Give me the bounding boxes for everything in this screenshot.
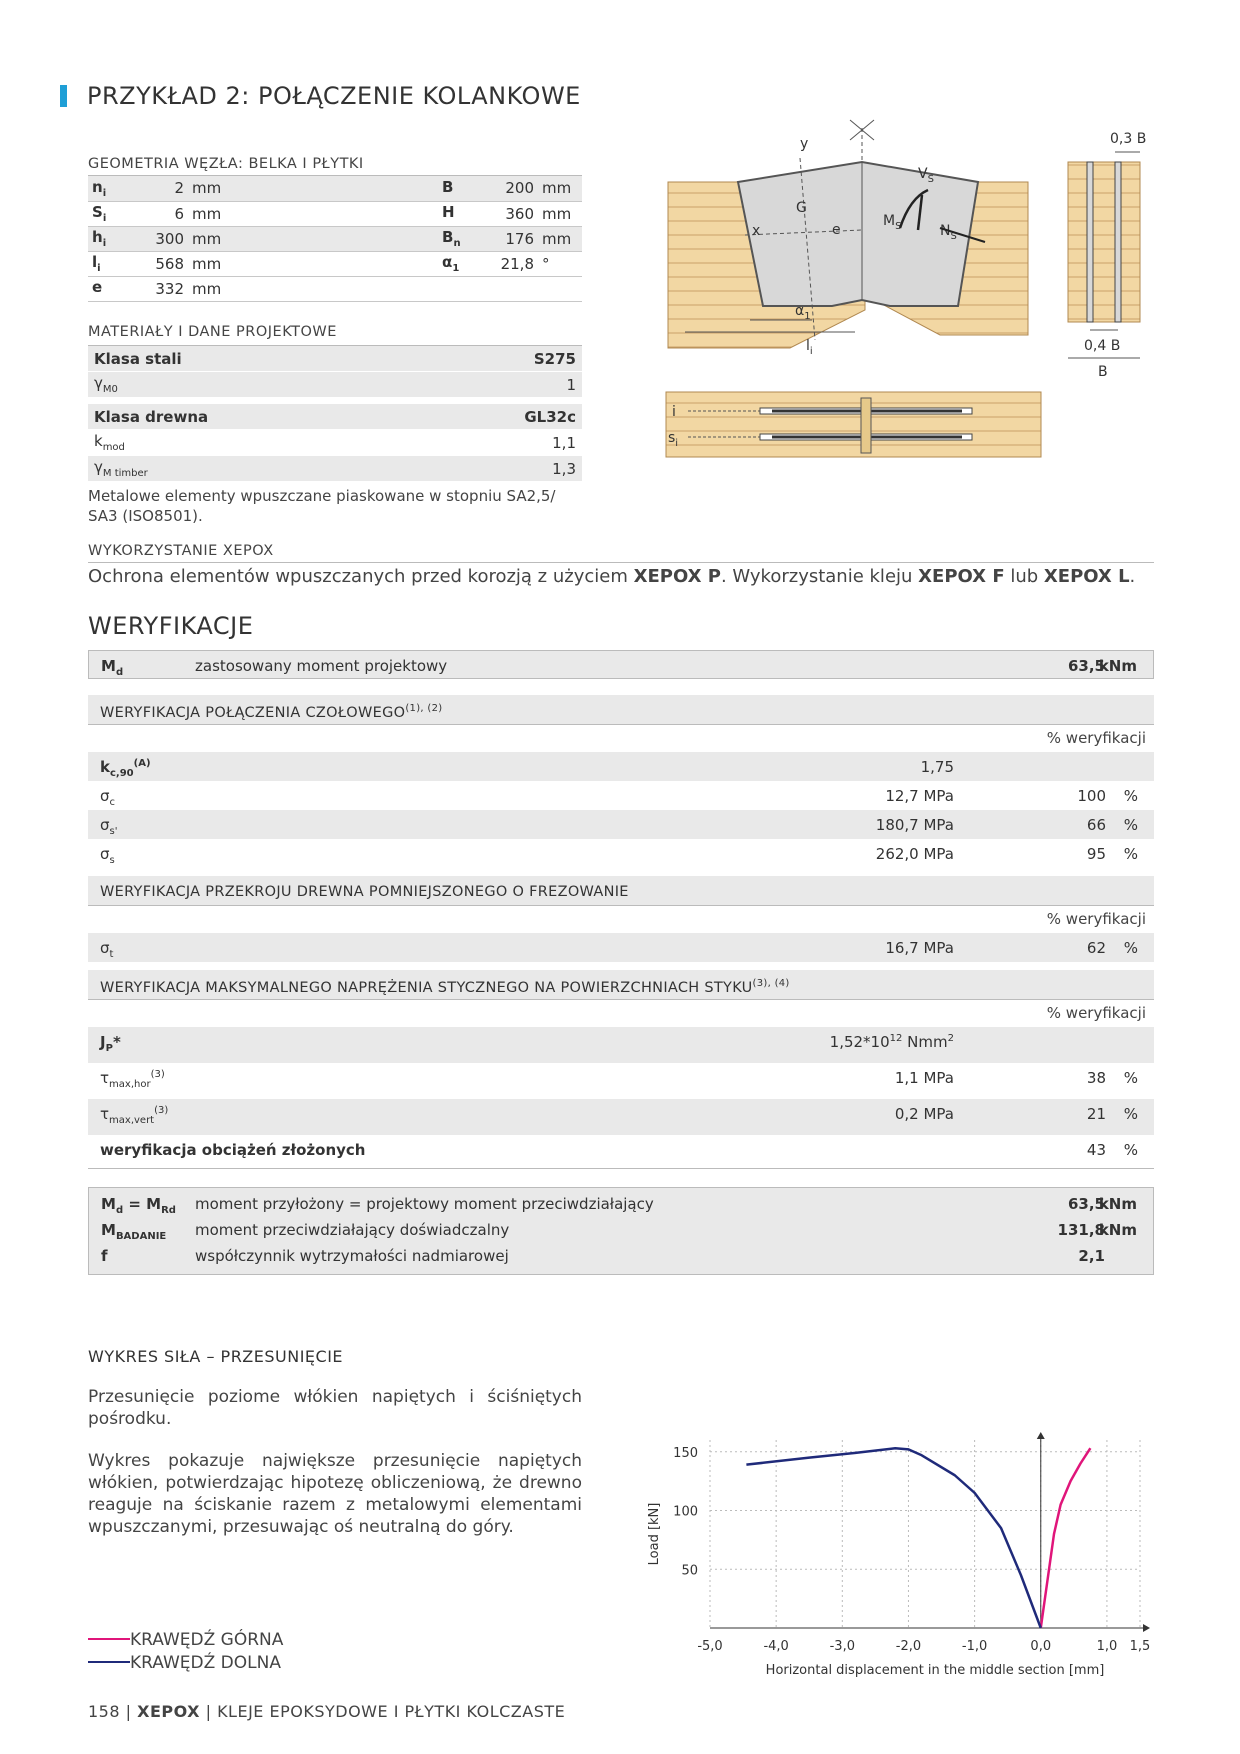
geom-right-value <box>488 276 538 301</box>
y-tick-label: 150 <box>673 1445 698 1461</box>
diag-G-label: G <box>796 200 807 216</box>
geom-right-unit: mm <box>538 176 582 201</box>
x-tick-label: -5,0 <box>697 1639 723 1654</box>
geometry-row <box>88 176 582 201</box>
kmod-label: $k_{mod}$ <box>88 430 416 456</box>
x-axis-arrow <box>1143 1624 1150 1632</box>
diag-vs-label: $V_S$ <box>918 166 934 185</box>
geom-right-unit: ° <box>538 251 582 276</box>
geometry-row <box>88 226 582 251</box>
x-axis-label: Horizontal displacement in the middle section [mm] <box>765 1663 1105 1678</box>
geom-left-unit: mm <box>188 251 438 276</box>
geometry-heading: GEOMETRIA WĘZŁA: BELKA I PŁYTKI <box>88 156 364 172</box>
materials-table <box>88 345 582 482</box>
geom-left-value: 568 <box>138 251 188 276</box>
geom-right-label: B <box>438 176 488 201</box>
geom-left-value: 332 <box>138 276 188 301</box>
diag-li-label: $l_i$ <box>806 338 813 357</box>
steel-class-label: Klasa stali <box>88 346 416 372</box>
verification-heading: WERYFIKACJE <box>88 612 254 640</box>
diag-B-label: B <box>1098 364 1108 380</box>
timber-class-value: GL32c <box>416 404 582 430</box>
diag-03B-label: 0,3 B <box>1110 131 1147 147</box>
geom-left-value: 2 <box>138 176 188 201</box>
diag-y-label: y <box>800 136 809 152</box>
geom-right-value: 21,8 <box>488 251 538 276</box>
geom-left-unit: mm <box>188 276 438 301</box>
sigma-s-row: $\sigma_s$ 262,0 MPa 95 % <box>100 845 1138 866</box>
combined-load-row: weryfikacja obciążeń złożonych 43 % <box>88 1135 1154 1169</box>
gamma-m0-label: $\gamma_{M0}$ <box>88 372 416 398</box>
geom-right-value: 200 <box>488 176 538 201</box>
section-shear-stress-header: WERYFIKACJA MAKSYMALNEGO NAPRĘŻENIA STYCZNEGO NA POWIERZCHNIACH $STYKU^{(3), (4)}$ <box>88 970 1154 999</box>
pct-label-1: % weryfikacji <box>88 724 1154 752</box>
geom-left-label: $S_i$ <box>88 201 138 226</box>
geom-right-value: 176 <box>488 226 538 251</box>
geometry-row <box>88 276 582 301</box>
geom-right-label: $\alpha_1$ <box>438 251 488 276</box>
series-line-top-edge <box>1041 1448 1091 1628</box>
tau-vert-row: $\tau_{max,vert}^{(3)}$ 0,2 MPa 21 % <box>88 1099 1154 1135</box>
geom-right-label <box>438 276 488 301</box>
diag-04B-label: 0,4 B <box>1084 338 1121 354</box>
y-axis-arrow <box>1037 1432 1045 1439</box>
geom-left-unit: mm <box>188 176 438 201</box>
section-butt-joint-header: WERYFIKACJA POŁĄCZENIA $CZOŁOWEGO^{(1), (2)}$ <box>88 695 1154 724</box>
sigma-c-row: $\sigma_c$ 12,7 MPa 100 % <box>100 787 1138 808</box>
gamma-timber-value: 1,3 <box>416 456 582 482</box>
joint-diagram <box>600 110 1160 470</box>
graph-paragraph-1: Przesunięcie poziome włókien napiętych i ściśniętych pośrodku. <box>88 1387 582 1429</box>
geom-right-unit: mm <box>538 226 582 251</box>
geom-left-value: 300 <box>138 226 188 251</box>
y-tick-label: 100 <box>673 1504 698 1520</box>
tau-hor-row: $\tau_{max,hor}^{(3)}$ 1,1 MPa 38 % <box>100 1069 1138 1090</box>
geom-right-label: $B_n$ <box>438 226 488 251</box>
diag-ms-label: $M_S$ <box>883 213 902 232</box>
geometry-table <box>88 176 582 302</box>
legend-top: KRAWĘDŹ GÓRNA <box>88 1630 283 1650</box>
kc90-row: $k_{c,90}^{(A)}$ 1,75 <box>88 752 1154 781</box>
x-tick-label: -4,0 <box>763 1639 789 1654</box>
x-tick-label: 0,0 <box>1030 1639 1052 1654</box>
geom-right-label: H <box>438 201 488 226</box>
page-title: PRZYKŁAD 2: POŁĄCZENIE KOLANKOWE <box>60 82 581 110</box>
geom-left-label: $h_i$ <box>88 226 138 251</box>
geom-left-label: $l_i$ <box>88 251 138 276</box>
geom-left-label: e <box>88 276 138 301</box>
x-tick-label: -2,0 <box>895 1639 922 1654</box>
sigma-s-prime-row: $\sigma_{s'}$ 180,7 MPa 66 % <box>88 810 1154 839</box>
md-row: $M_d$ zastosowany moment projektowy 63,5 kNm <box>88 650 1154 679</box>
section-timber-reduced-header: WERYFIKACJA PRZEKROJU DREWNA POMNIEJSZONEGO O FREZOWANIE <box>88 876 1154 905</box>
diag-e-label: e <box>832 222 841 238</box>
geom-right-value: 360 <box>488 201 538 226</box>
title-accent-bar <box>60 85 67 107</box>
xepox-usage-text: Ochrona elementów wpuszczanych przed korozją z użyciem XEPOX P. Wykorzystanie kleju XEPOX F lub XEPOX L. <box>88 566 1136 587</box>
diag-ns-label: $N_S$ <box>940 223 957 242</box>
geom-right-unit: mm <box>538 201 582 226</box>
materials-note: Metalowe elementy wpuszczane piaskowane w stopniu SA2,5/ SA3 (ISO8501). <box>88 487 556 525</box>
materials-heading: MATERIAŁY I DANE PROJEKTOWE <box>88 324 337 340</box>
diag-i-label: i <box>672 404 676 420</box>
geometry-row <box>88 251 582 276</box>
y-axis-label: Load [kN] <box>647 1502 662 1566</box>
graph-paragraph-2: Wykres pokazuje największe przesunięcie napiętych włókien, potwierdzając hipotezę obliczeniową, że drewno reaguje na ściskanie razem z metalowymi elementami wpuszczanymi, przesuwając oś neutralną do góry. <box>88 1451 582 1537</box>
x-tick-label: -1,0 <box>961 1639 988 1654</box>
geometry-row <box>88 201 582 226</box>
xepox-heading: WYKORZYSTANIE XEPOX <box>88 543 274 559</box>
series-line-bottom-edge <box>746 1448 1040 1628</box>
diag-x-label: x <box>752 223 761 239</box>
x-tick-label: 1,5 <box>1129 1639 1151 1654</box>
results-box <box>88 1187 1154 1275</box>
kmod-value: 1,1 <box>416 430 582 456</box>
page-footer: 158 | XEPOX | KLEJE EPOKSYDOWE I PŁYTKI KOLCZASTE <box>88 1702 566 1721</box>
result-row: $M_d = M_{Rd}$ moment przyłożony = projektowy moment przeciwdziałający 63,5 kNm <box>101 1195 1137 1216</box>
sigma-t-row: $\sigma_t$ 16,7 MPa 62 % <box>88 933 1154 962</box>
diag-alpha-label: $\alpha_1$ <box>795 303 811 322</box>
x-tick-label: 1,0 <box>1096 1639 1118 1654</box>
load-displacement-chart <box>640 1418 1160 1680</box>
geom-left-label: $n_i$ <box>88 176 138 201</box>
jp-row: $J_P*$ $1,52*10^{12}$ Nmm$^2$ <box>88 1027 1154 1063</box>
geom-left-unit: mm <box>188 226 438 251</box>
x-tick-label: -3,0 <box>829 1639 855 1654</box>
pct-label-3: % weryfikacji <box>88 999 1154 1027</box>
gamma-m0-value: 1 <box>416 372 582 398</box>
graph-heading: WYKRES SIŁA – PRZESUNIĘCIE <box>88 1347 344 1366</box>
steel-class-value: S275 <box>416 346 582 372</box>
pct-label-2: % weryfikacji <box>88 905 1154 933</box>
legend-bottom: KRAWĘDŹ DOLNA <box>88 1653 281 1673</box>
result-row: $M_{BADANIE}$ moment przeciwdziałający doświadczalny 131,8 kNm <box>101 1221 1137 1242</box>
diag-si-label: $s_i$ <box>668 430 679 449</box>
geom-left-value: 6 <box>138 201 188 226</box>
timber-class-label: Klasa drewna <box>88 404 416 430</box>
result-row: f współczynnik wytrzymałości nadmiarowej 2,1 <box>101 1247 1105 1265</box>
geom-right-unit <box>538 276 582 301</box>
gamma-timber-label: $\gamma_{M timber}$ <box>88 456 416 482</box>
geom-left-unit: mm <box>188 201 438 226</box>
y-tick-label: 50 <box>681 1563 698 1579</box>
